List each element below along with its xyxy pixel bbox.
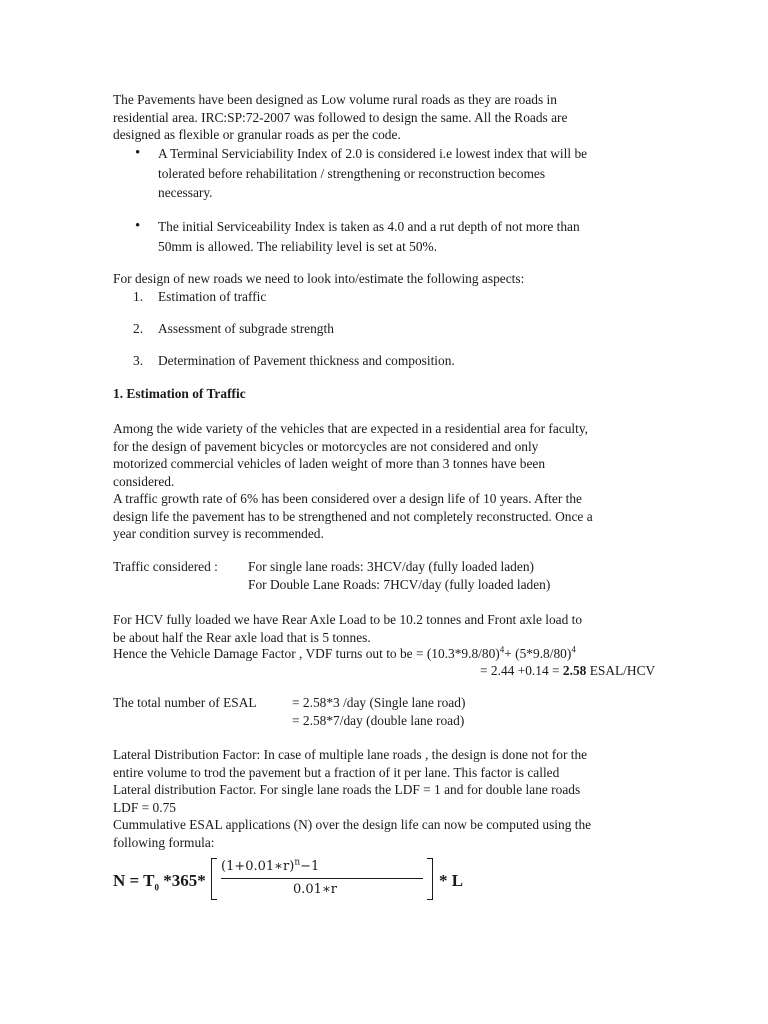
formula-numerator: (1+0.01∗r)$^n$−1 — [221, 857, 320, 874]
formula-bracket — [211, 858, 433, 896]
traffic-label: Traffic considered : — [113, 559, 218, 574]
ldf-paragraph: Lateral Distribution Factor: In case of multiple lane roads , the design is done not for the entire volume to trod the pavement but a fraction of it per lane. This factor is called Lateral distribution Factor. For single lane roads the LDF = 1 and for double lane roads LDF = 0.75 Cummulative ESAL applications (N) over the design life can now be computed using the following formula: — [113, 747, 592, 850]
document-page: The Pavements have been designed as Low volume rural roads as they are roads in residential area. IRC:SP:72-2007 was followed to design the same. All the Roads are designed as flexible or granular roads as per the code. • A Terminal Serviciability Index of 2.0 is considered i.e lowest index that will be tolerated before rehabilitation / strengthening or reconstruction becomes necessary. • The initial Serviceability Index is taken as 4.0 and a rut depth of not more than 50mm is allowed. The reliability level is set at 50%. For design of new roads we need to look into/estimate the following aspects: 1. Estimation of traffic 2. Assessment of subgrade strength 3. Determination of Pavement thickness and composition. 1. Estimation of Traffic Among the wide variety of the vehicles that are expected in a residential area for faculty, for the design of pavement bicycles or motorcycles are not considered and only motorized commercial vehicles of laden weight of more than 3 tonnes have been considered. A traffic growth rate of 6% has been considered over a design life of 10 years. After the design life the pavement has to be strengthened and not completely reconstructed. Once a year condition survey is recommended. Traffic considered : For single lane roads: 3HCV/day (fully loaded laden) For Double Lane Roads: 7HCV/day (fully loaded laden) For HCV fully loaded we have Rear Axle Load to be 10.2 tonnes and Front axle load to be about half the Rear axle load that is 5 tonnes. Hence the Vehicle Damage Factor , VDF turns out to be = $(10.3*9.8/80)^4+ (5*9.8/80)^4$ = 2.44 +0.14 = 2.58 ESAL/HCV The total number of ESAL = 2.58*3 /day (Single lane road) = 2.58*7/day (double lane road) Lateral Distribution Factor: In case of multiple lane roads , the design is done not for the entire volume to trod the pavement but a fraction of it per lane. This factor is called Lateral distribution Factor. For single lane roads the LDF = 1 and for double lane roads LDF = 0.75 Cummulative ESAL applications (N) over the design life can now be computed using the following formula: $N = T_0$ *365* (1+0.01∗r)$^n$−1 0.01∗r * L — [0, 0, 768, 1024]
vdf-result: = 2.44 +0.14 = 2.58 ESAL/HCV — [480, 663, 656, 678]
intro-line: The Pavements have been designed as Low volume rural roads as they are roads in — [113, 92, 557, 107]
bullet-item-initial-index: • The initial Serviceability Index is taken as 4.0 and a rut depth of not more than 50mm is allowed. The reliability level is set at 50%. — [113, 217, 658, 256]
formula-lhs: $N = T_0$ *365* — [113, 871, 206, 893]
intro-line: designed as flexible or granular roads as per the code. — [113, 127, 401, 142]
hcv-paragraph: For HCV fully loaded we have Rear Axle Load to be 10.2 tonnes and Front axle load to be about half the Rear axle load that is 5 tonnes. — [113, 612, 583, 645]
traffic-double: For Double Lane Roads: 7HCV/day (fully loaded laden) — [248, 577, 551, 592]
bullet-list — [113, 217, 658, 256]
right-bracket-icon — [427, 858, 433, 900]
left-bracket-icon — [211, 858, 217, 900]
intro-line: residential area. IRC:SP:72-2007 was followed to design the same. All the Roads are — [113, 109, 568, 125]
intro-paragraph — [113, 91, 658, 144]
vdf-formula: Hence the Vehicle Damage Factor , VDF turns out to be = $(10.3*9.8/80)^4+ (5*9.8/80)^4$ — [113, 644, 576, 661]
formula-rhs: * L — [439, 871, 464, 890]
esal-double: = 2.58*7/day (double lane road) — [292, 713, 465, 728]
formula-denominator: 0.01∗r — [293, 882, 337, 897]
esal-label: The total number of ESAL — [113, 695, 257, 710]
section-heading: 1. Estimation of Traffic — [113, 386, 246, 401]
bullet-list — [113, 144, 658, 203]
aspects-lead: For design of new roads we need to look into/estimate the following aspects: — [113, 271, 525, 286]
traffic-single: For single lane roads: 3HCV/day (fully loaded laden) — [248, 559, 534, 574]
bullet-item-terminal-index: • A Terminal Serviciability Index of 2.0 is considered i.e lowest index that will be tolerated before rehabilitation / strengthening or reconstruction becomes necessary. — [113, 144, 658, 203]
fraction-bar — [221, 878, 423, 879]
vehicles-paragraph: Among the wide variety of the vehicles that are expected in a residential area for faculty, for the design of pavement bicycles or motorcycles are not considered and only motorized commercial vehicles of laden weight of more than 3 tonnes have been considered. A traffic growth rate of 6% has been considered over a design life of 10 years. After the design life the pavement has to be strengthened and not completely reconstructed. Once a year condition survey is recommended. — [113, 421, 593, 541]
esal-single: = 2.58*3 /day (Single lane road) — [292, 695, 466, 710]
